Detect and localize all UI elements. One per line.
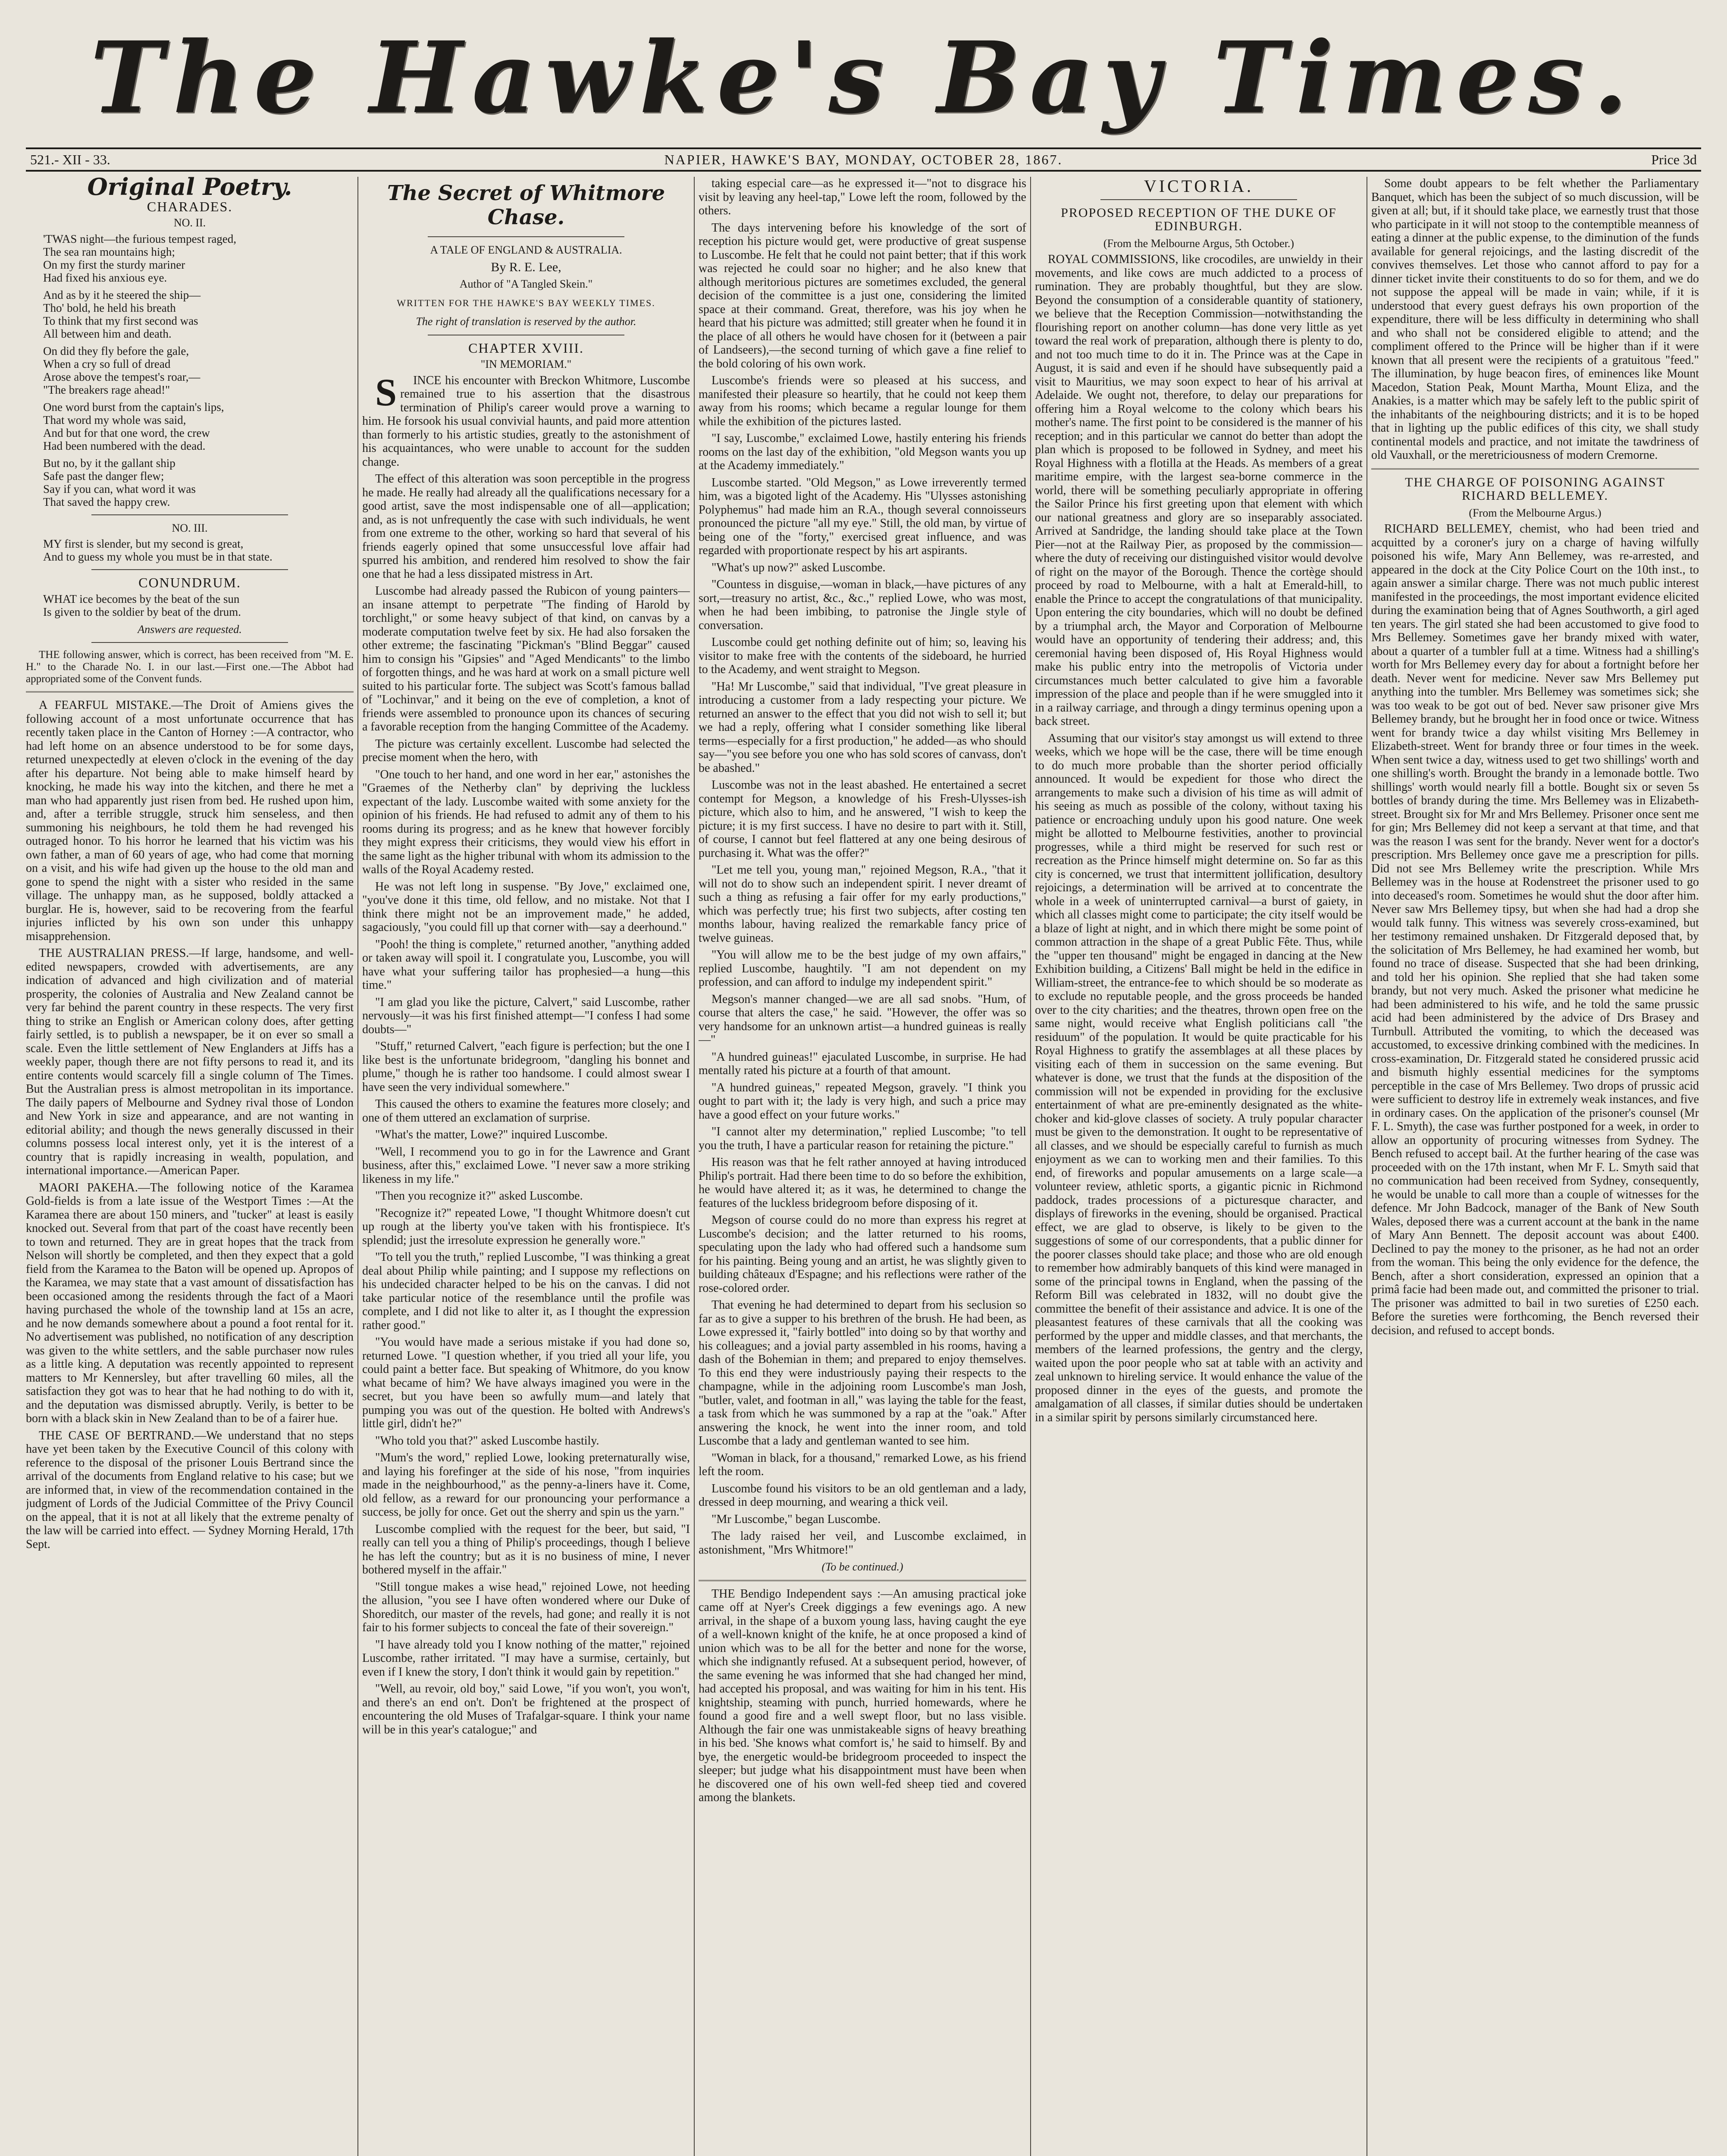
- story-paragraph: "I have already told you I know nothing of the matter," rejoined Luscombe, rather irritated. "I may have a surmise, certainly, but even if I knew the story, I don't think it would gain by repetition.": [362, 1638, 690, 1679]
- verse: One word burst from the captain's lips, That word my whole was said, And but for that one word, the crew Had been numbered with the dead.: [43, 400, 224, 452]
- separator: [91, 569, 288, 570]
- article-source: (From the Melbourne Argus.): [1469, 506, 1602, 519]
- masthead: [26, 13, 1701, 147]
- separator: [26, 691, 354, 693]
- answers-note: Answers are requested.: [138, 623, 242, 636]
- chapter-heading: CHAPTER XVIII.: [468, 340, 584, 356]
- separator: [1100, 199, 1297, 200]
- story-paragraph: "A hundred guineas," repeated Megson, gravely. "I think you ought to part with it; the lady is very high, and such a price may have a good effect on your future works.": [699, 1081, 1026, 1122]
- story-paragraph: "Let me tell you, young man," rejoined Megson, R.A., "that it will not do to show such an independent spirit. I never dreamt of such a thing as refusing a fair offer for my early productions," which was perfectly true; his first two subjects, after costing ten months labour, having realized the remarkable fancy price of twelve guineas.: [699, 863, 1026, 945]
- column-3: [699, 177, 1026, 2156]
- story-paragraph: "Mr Luscombe," began Luscombe.: [711, 1512, 881, 1526]
- dateline: NAPIER, HAWKE'S BAY, MONDAY, OCTOBER 28, 1867.: [664, 152, 1063, 167]
- written-for-notice: WRITTEN FOR THE HAWKE'S BAY WEEKLY TIMES.: [397, 297, 655, 308]
- story-paragraph: The lady raised her veil, and Luscombe exclaimed, in astonishment, "Mrs Whitmore!": [699, 1529, 1026, 1557]
- story-paragraph: Megson's manner changed—we are all sad snobs. "Hum, of course that alters the case," he said. "However, the offer was so very handsome for an unknown artist—a hundred guineas is really—": [699, 992, 1026, 1047]
- column-5: [1371, 177, 1699, 2156]
- article-subheading: PROPOSED RECEPTION OF THE DUKE OF EDINBURGH.: [1061, 205, 1337, 233]
- article-paragraph: THE AUSTRALIAN PRESS.—If large, handsome, and well-edited newspapers, crowded with advertisements, are any indication of advanced and high civilization and of material prosperity, the colonies of Australia and New Zealand cannot be very far behind the parent country in these respects. The very first thing to strike an English or American colony does, after getting fairly settled, is to publish a newspaper, be it on ever so small a scale. Even the little settlement of New Englanders at Jiffs has a weekly paper, though there are not fifty persons to read it, and its entire contents would scarcely fill a single column of The Times. But the Australian press is almost metropolitan in its importance. The daily papers of Melbourne and Sydney rival those of London and New York in size and appearance, and are not wanting in editorial ability; and though the news generally discussed in their columns possess local interest only, yet it is the interest of a country that is rapidly increasing in wealth, population, and international importance.—American Paper.: [26, 946, 354, 1177]
- article-paragraph: ROYAL COMMISSIONS, like crocodiles, are unwieldy in their movements, and like cows are much addicted to a process of rumination. They are probably thoughtful, but they are slow. Beyond the consumption of a considerable quantity of stationery, we believe that the Reception Commission—notwithstanding the flourishing report on another column—has done very little as yet toward the real work of preparation, although there is plenty to do, and not too much time to do it in. The Prince was at the Cape in August, it is said and even if he should have subsequently paid a visit to Mauritius, we may soon expect to hear of his arrival at Adelaide. We ought not, therefore, to delay our preparations for offering him a Royal welcome to the colony which bears his mother's name. The first point to be considered is the manner of his reception; and in this particular we cannot do better than adopt the plan which is proposed to be followed in Sydney, and meet his Royal Highness with a flotilla at the Heads. As members of a great maritime empire, with the largest sea-borne commerce in the world, there will be something peculiarly appropriate in offering the Sailor Prince his first greeting upon that element with which our national greatness and glory are so inseparably associated. Arrived at Sandridge, the landing should take place at the Town Pier—not at the Railway Pier, as proposed by the commission—where the duty of receiving our distinguished visitor would devolve of right on the mayor of the Borough. Thence the cortège should proceed by road to Melbourne, with a halt at Emerald-hill, to enable the Prince to accept the congratulations of that municipality. Upon entering the city boundaries, which will no doubt be defined by a triumphal arch, the Mayor and Corporation of Melbourne would have an opportunity of tendering their address; and, this ceremonial having been disposed of, His Royal Highness would make his public entry into the metropolis of Victoria under circumstances much better calculated to give him a favorable impression of the place and people than if he were smuggled into it in a railway carriage, and through a dingy terminus opening upon a back street.: [1035, 253, 1363, 728]
- answer-paragraph: THE following answer, which is correct, has been received from "M. E. H." to the Charade No. I. in our last.—First one.—The Abbot had appropriated some of the Convent funds.: [26, 649, 354, 685]
- story-paragraph: Luscombe could get nothing definite out of him; so, leaving his visitor to make free with the contents of the sideboard, he hurried to the Academy, and went straight to Megson.: [699, 636, 1026, 676]
- story-paragraph: The picture was certainly excellent. Luscombe had selected the precise moment when the hero, with: [362, 737, 690, 764]
- story-paragraph: "I am glad you like the picture, Calvert," said Luscombe, rather nervously—it was his first finished attempt—"I confess I had some doubts—": [362, 995, 690, 1036]
- story-paragraph: "Countess in disguise,—woman in black,—have pictures of any sort,—treasury no artist, &c., &c.," replied Lowe, who was most, when he had been imbibing, to patronise the Jingle style of conversation.: [699, 578, 1026, 632]
- article-paragraph: THE CASE OF BERTRAND.—We understand that no steps have yet been taken by the Executive Council of this colony with reference to the disposal of the prisoner Louis Bertrand since the arrival of the documents from England relative to his case; but we are informed that, in view of the recommendation contained in the judgment of Lords of the Judicial Committee of the Privy Council on the appeal, that it is not at all likely that the extreme penalty of the law will be carried into effect. — Sydney Morning Herald, 17th Sept.: [26, 1429, 354, 1551]
- story-paragraph: This caused the others to examine the features more closely; and one of them uttered an exclamation of surprise.: [362, 1097, 690, 1125]
- story-paragraph: "Stuff," returned Calvert, "each figure is perfection; but the one I like best is the unfortunate bridegroom, "dangling his bonnet and plume," though he is rather too handsome. I could almost swear I have seen the very individual somewhere.": [362, 1040, 690, 1094]
- verse: And as by it he steered the ship— Tho' bold, he held his breath To think that my first second was All between him and death.: [43, 288, 201, 340]
- story-paragraph: He was not left long in suspense. "By Jove," exclaimed one, "you've done it this time, old fellow, and no mistake. Not that I think there might not be an improvement made," he added, sagaciously, "you could fill up that corner with—say a deerhound.": [362, 880, 690, 934]
- dateline-bar: [26, 147, 1701, 172]
- byline: By R. E. Lee,: [491, 260, 561, 274]
- story-paragraph: Luscombe was not in the least abashed. He entertained a secret contempt for Megson, a knowledge of his Fresh-Ulysses-ish picture, which also to him, and he answered, "I wish to keep the picture; it is my first success. I have no desire to part with it. Still, of course, I cannot but feel flattered at any one being desirous of purchasing it. What was the offer?": [699, 778, 1026, 860]
- article-paragraph: THE Bendigo Independent says :—An amusing practical joke came off at Nyer's Creek diggings a few evenings ago. A new arrival, in the shape of a buxom young lass, having caught the eye of a well-known knight of the knife, he at once proposed a kind of union which was to be all for the better and none for the worse, which she indignantly refused. At a subsequent period, however, of the same evening he was informed that she had changed her mind, had accepted his proposal, and was waiting for him in his tent. His knightship, steaming with punch, hurried homewards, where he found a good fire and a well swept floor, but no lass visible. Although the fair one was unmistakeable signs of heavy breathing in his bed. 'She knows what comfort is,' he said to himself. By and bye, the energetic would-be bridegroom proceeded to inspect the sleeper; but judge what his disappointment must have been when he discovered one of his own well-fed sheep tied and covered among the blankets.: [699, 1587, 1026, 1804]
- article-heading-poisoning: THE CHARGE OF POISONING AGAINST RICHARD BELLEMEY.: [1405, 475, 1665, 503]
- separator: [91, 642, 288, 643]
- story-paragraph: "To tell you the truth," replied Luscombe, "I was thinking a great deal about Philip while painting; and I suppose my reflections on his undecided character helped to be his on the canvas. I did not take particular notice of the resemblance until the profile was complete, and I did not like to alter it, as I thought the expression rather good.": [362, 1250, 690, 1332]
- separator: [1371, 468, 1699, 470]
- charade-number: NO. II.: [173, 216, 206, 229]
- charades-heading: CHARADES.: [147, 198, 233, 214]
- story-paragraph: "One touch to her hand, and one word in her ear," astonishes the "Graemes of the Netherby clan" by depriving the luckless expectant of the lady. Luscombe waited with some anxiety for the opinion of his friends. He had refused to admit any of them to his rooms during its progress; and as he knew that however forcibly they might express their criticisms, they would view his effort in the same light as the higher tribunal with whom its admission to the walls of the Royal Academy rested.: [362, 768, 690, 876]
- article-paragraph: Assuming that our visitor's stay amongst us will extend to three weeks, which we hope will be the case, there will be time enough to do much more probable than the shorter period officially announced. It would be expedient for those who direct the arrangements to make such a division of his time as will admit of his seeing as much as possible of the colony, without taxing his patience or encroaching unduly upon his good nature. One week might be allotted to Melbourne festivities, another to provincial progresses, while a third might be reserved for such rest or recreation as the Prince himself might determine on. So far as this city is concerned, we trust that intermittent jollification, desultory rejoicings, a determination will be arrived at to concentrate the whole in a week of uninterrupted carnival—a burst of gaiety, in which all classes might come to participate; the city itself would be a blaze of light at night, and in which there might be some point of common attraction in the shape of a great Public Fête. Thus, while the "upper ten thousand" might be engaged in dancing at the New Exhibition building, a Citizens' Ball might be held in the edifice in William-street, the entrance-fee to which should be so moderate as to exclude no reputable people, and the gross proceeds be handed over to the city charities; and the theatres, thrown open free on the same night, would receive what English politicians call "the residuum" of the population. It would be quite practicable for his Royal Highness to gratify the assemblages at all these places by visiting each of them in succession on the same evening. But whatever is done, we trust that the funds at the disposition of the commission will not be expended in providing for the exclusive entertainment of what are pre-eminently designated as the white-choker and kid-glove classes of society. A truly popular character must be given to the demonstration. It ought to be representative of all classes, and we should be especially careful to furnish as much enjoyment as we can to working men and their families. To this end, of fireworks and popular amusements on a large scale—a volunteer review, athletic sports, a gigantic picnic in Richmond paddock, trades processions of a picturesque character, and displays of fireworks in the evening, should be organised. Practical effect, we are glad to observe, is likely to be given to the suggestions of some of our correspondents, that a public dinner for the poorer classes should take place; and those who are old enough to remember how admirably banquets of this kind were managed in some of the principal towns in England, when the passing of the Reform Bill was celebrated in 1832, will no doubt give the committee the benefit of their assistance and advice. It is one of the pleasantest features of these carnivals that all the cooking was performed by the upper and middle classes, and that merchants, the members of the learned professions, the gentry and the clergy, waited upon the poor people who sat at table with an activity and zeal unknown to hireling service. It would enhance the value of the proposed dinner in the eyes of the guests, and promote the amalgamation of all classes, if similar duties should be undertaken in a similar spirit by persons similarly circumstanced here.: [1035, 731, 1363, 1424]
- issue-number: 521.- XII - 33.: [30, 152, 110, 167]
- story-paragraph: "Ha! Mr Luscombe," said that individual, "I've great pleasure in introducing a customer from a lady respecting your picture. We returned an answer to the effect that you did not wish to sell it; but we had a reply, offering what I consider something like liberal terms—especially for a first production," he added—as who should say—"you see before you one who has sold scores of canvass, don't be abashed.": [699, 680, 1026, 775]
- story-paragraph: Luscombe started. "Old Megson," as Lowe irreverently termed him, was a bigoted light of the Academy. His "Ulysses astonishing Polyphemus" had made him an R.A., though several connoisseurs pronounced the picture "all my eye." Still, the old man, by virtue of being one of the "forty," exercised great influence, and was regarded with proportionate respect by his art aspirants.: [699, 476, 1026, 557]
- article-heading-victoria: VICTORIA.: [1144, 177, 1254, 196]
- article-paragraph: Some doubt appears to be felt whether the Parliamentary Banquet, which has been the subject of so much discussion, will be given at all; but, if it should take place, we earnestly trust that those who participate in it will not stoop to the contemptible meanness of eating a dinner at the public expense, to the diminution of the funds available for general rejoicings, and the lasting discredit of the convives themselves. Let those who cannot afford to pay for a dinner ticket invite their constituents to do so for them, and we do not suppose the appeal will be made in vain; while, if it is understood that every guest defrays his own proportion of the expenditure, there will be less difficulty in determining who shall and who shall not be considered eligible to attend; and the compliment offered to the Prince will be higher than if it were known that all present were the recipients of a gratuitous "feed." The illumination, by huge beacon fires, of eminences like Mount Macedon, Station Peak, Mount Martha, Mount Eliza, and the Anakies, is a matter which may be safely left to the public spirit of the inhabitants of the neighbouring districts; and it is to be hoped that in lighting up the public edifices of this city, we shall study continental models and practice, and not imitate the tawdriness of old Vauxhall, or the meretriciousness of modern Cremorne.: [1371, 177, 1699, 462]
- verse: 'TWAS night—the furious tempest raged, The sea ran mountains high; On my first the sturdy mariner Had fixed his anxious eye.: [43, 232, 237, 284]
- column-rule: [694, 177, 695, 2156]
- story-paragraph: Luscombe complied with the request for the beer, but said, "I really can tell you a thing of Philip's proceedings, though I believe he has left the country; but as it is no business of mine, I never bothered myself in the affair.": [362, 1522, 690, 1576]
- column-rule: [1030, 177, 1031, 2156]
- to-be-continued: (To be continued.): [821, 1561, 903, 1573]
- verse: MY first is slender, but my second is great, And to guess my whole you must be in that state.: [43, 537, 273, 563]
- column-1: [26, 177, 354, 2156]
- story-paragraph: "Woman in black, for a thousand," remarked Lowe, as his friend left the room.: [699, 1451, 1026, 1478]
- story-paragraph: "Still tongue makes a wise head," rejoined Lowe, not heeding the allusion, "you see I have often wondered where our Duke of Shoreditch, our master of the revels, had gone; and really it is not fair to his former subjects to conceal the fate of their sovereign.": [362, 1580, 690, 1634]
- article-paragraph: MAORI PAKEHA.—The following notice of the Karamea Gold-fields is from a late issue of the Westport Times :—At the Karamea there are about 150 miners, and "tucker" at least is easily knocked out. Several from that part of the coast have recently been to town and returned. They are in great hopes that the track from Nelson will shortly be completed, and then they expect that a gold field from the Karamea to the Baton will be opened up. Apropos of the Karamea, we may state that a vast amount of dissatisfaction has been occasioned among the residents through the fact of a Maori having purchased the whole of the township land at 15s an acre, and he now demands somewhere about a pound a foot rental for it. No advertisement was published, no notification of any description was given to the white settlers, and the sable purchaser now rules as a little king. A deputation was recently appointed to represent matters to Mr Kennersley, but after travelling 60 miles, all the satisfaction they got was to hear that he had nothing to do with it, and the deputation was dismissed abruptly. Verily, is better to be born with a black skin in New Zealand than to be of a fairer hue.: [26, 1181, 354, 1425]
- columns: [26, 177, 1701, 2156]
- column-2: [362, 177, 690, 2156]
- story-paragraph: taking especial care—as he expressed it—"not to disgrace his visit by leaving any heel-tap," Lowe left the room, followed by the others.: [699, 177, 1026, 217]
- verse: On did they fly before the gale, When a cry so full of dread Arose above the tempest's roar,— "The breakers rage ahead!": [43, 344, 201, 396]
- rights-notice: The right of translation is reserved by the author.: [416, 315, 636, 328]
- story-paragraph: The effect of this alteration was soon perceptible in the progress he made. He really had already all the qualifications necessary for a good artist, save the most indispensable one of all—application; and, as is not unfrequently the case with such individuals, he went from one extreme to the other, working so hard that several of his friends eagerly opined that some unsuccessful love affair had spurred his ambition, and rendered him resolved to show the fair one that he had a less dissipated mistress in Art.: [362, 472, 690, 581]
- column-4: [1035, 177, 1363, 2156]
- story-paragraph: Luscombe found his visitors to be an old gentleman and a lady, dressed in deep mourning, and wearing a thick veil.: [699, 1482, 1026, 1509]
- story-paragraph: "What's up now?" asked Luscombe.: [711, 561, 886, 574]
- story-subtitle: A TALE OF ENGLAND & AUSTRALIA.: [430, 244, 622, 256]
- verse: But no, by it the gallant ship Safe past the danger flew; Say if you can, what word it was That saved the happy crew.: [43, 456, 196, 508]
- story-paragraph: SINCE his encounter with Breckon Whitmore, Luscombe remained true to his assertion that the disastrous termination of Philip's career would prove a warning to him. He forsook his usual convivial haunts, and paid more attention than formerly to his artistic studies, greatly to the astonishment of his acquaintances, who were unable to account for the sudden change.: [362, 371, 690, 469]
- story-paragraph: His reason was that he felt rather annoyed at having introduced Philip's portrait. Had there been time to do so before the exhibition, he would have altered it; as it was, he determined to change the features of the luckless bridegroom before disposing of it.: [699, 1156, 1026, 1210]
- story-paragraph: "Pooh! the thing is complete," returned another, "anything added or taken away will spoil it. I congratulate you, Luscombe, you will have what your suffering tailor has prophesied—a hung—this time.": [362, 937, 690, 992]
- masthead-title: The Hawke's Bay Times.: [90, 20, 1637, 135]
- separator: [699, 1580, 1026, 1581]
- chapter-subheading: "IN MEMORIAM.": [480, 358, 572, 370]
- story-paragraph: "A hundred guineas!" ejaculated Luscombe, in surprise. He had mentally rated his picture at a fourth of that amount.: [699, 1050, 1026, 1077]
- story-paragraph: "Mum's the word," replied Lowe, looking preternaturally wise, and laying his forefinger at the side of his nose, "from inquiries made in the neighbourhood," as the penny-a-liners have it. Come, old fellow, as a reward for our pronouncing your performance a success, be jolly for once. Get out the sherry and spin us the yarn.": [362, 1451, 690, 1519]
- story-paragraph: "Who told you that?" asked Luscombe hastily.: [375, 1434, 599, 1448]
- story-paragraph: "Then you recognize it?" asked Luscombe.: [375, 1189, 583, 1203]
- story-paragraph: Luscombe had already passed the Rubicon of young painters—an insane attempt to perpetrate "The finding of Harold by torchlight," or some heavy subject of that kind, on canvas by a moderate computation twelve feet by six. He had also forsaken the other extreme; the fascinating "Pickman's "Blind Beggar" caused him to consign his "Gipsies" and "Aged Mendicants" to the limbo of forgotten things, and he was hard at work on a small picture well suited to his particular forte. The subject was Scott's famous ballad of "Lochinvar," and it being on the eve of completion, a knot of friends were assembled to pronounce upon its chances of securing a favorable reception from the hanging Committee of the Academy.: [362, 584, 690, 733]
- story-paragraph: Megson of course could do no more than express his regret at Luscombe's decision; and the latter returned to his rooms, speculating upon the lady who had offered such a handsome sum for his painting. Being young and an artist, he was slightly given to building châteaux d'Espagne; and his reflections were rather of the rose-colored order.: [699, 1213, 1026, 1295]
- story-paragraph: Luscombe's friends were so pleased at his success, and manifested their pleasure so heartily, that he could not keep them away from his rooms; which became a regular lounge for them while the exhibition of the pictures lasted.: [699, 374, 1026, 428]
- story-paragraph: "Well, au revoir, old boy," said Lowe, "if you won't, you won't, and there's an end on't. Don't be frightened at the prospect of encountering the old Muses of Trafalgar-square. I think your name will be in this year's catalogue;" and: [362, 1682, 690, 1736]
- conundrum-heading: CONUNDRUM.: [138, 575, 241, 590]
- story-paragraph: "I say, Luscombe," exclaimed Lowe, hastily entering his friends rooms on the last day of the exhibition, "old Megson wants you up at the Academy immediately.": [699, 432, 1026, 472]
- author-note: Author of "A Tangled Skein.": [459, 278, 593, 290]
- separator: [91, 514, 288, 515]
- story-paragraph: That evening he had determined to depart from his seclusion so far as to give a supper to his brethren of the brush. He had been, as Lowe expressed it, "fairly bottled" into doing so by that worthy and his colleagues; and a jovial party assembled in his rooms, having a dash of the Bohemian in them; and prepared to enjoy themselves. To this end they were industriously paying their respects to the champagne, while in the adjoining room Luscombe's man Josh, "butler, valet, and footman in all," was laying the table for the feast, a task from which he was summoned by a rap at the "oak." After answering the knock, he went into the inner room, and told Luscombe that a lady and gentleman wanted to see him.: [699, 1298, 1026, 1448]
- story-title: The Secret of Whitmore Chase.: [387, 181, 665, 229]
- separator: [428, 236, 624, 237]
- charade-number: NO. III.: [172, 521, 208, 534]
- article-paragraph: A FEARFUL MISTAKE.—The Droit of Amiens gives the following account of a most unfortunate occurrence that has recently taken place in the Canton of Horney :—A contractor, who had left home on an absence understood to be for some days, returned unexpectedly at eleven o'clock in the evening of the day after his departure. Not being able to make himself heard by knocking, he made his way into the kitchen, and there he met a man who had apparently just risen from bed. He rushed upon him, and, after a terrible struggle, struck him senseless, and then summoning his neighbours, he told them he had revenged his outraged honor. To his horror he learned that his victim was his own father, a man of 60 years of age, who had come that morning on a visit, and his wife had given up the house to the old man and gone to spend the night with a sister who resided in the same village. The unhappy man, as he supposed, boldly attacked a burglar. He is, however, said to be recovering from the fearful injuries inflicted by his own son under this unhappy misapprehension.: [26, 699, 354, 943]
- story-paragraph: "I cannot alter my determination," replied Luscombe; "to tell you the truth, I have a particular reason for retaining the picture.": [699, 1125, 1026, 1152]
- story-paragraph: "You would have made a serious mistake if you had done so, returned Lowe. "I question whether, if you tried all your life, you could paint a better face. But speaking of Whitmore, do you know what became of him? We have always imagined you were in the secret, but you have been so awfully mum—and lately that pumping you was out of the question. He bolted with Andrews's little girl, didn't he?": [362, 1335, 690, 1430]
- article-paragraph: RICHARD BELLEMEY, chemist, who had been tried and acquitted by a coroner's jury on a charge of having wilfully poisoned his wife, Mary Ann Bellemey, was re-arrested, and appeared in the dock at the City Police Court on the 10th inst., to again answer a similar charge. There was not much public interest manifested in the proceedings, the most important evidence elicited during the examination being that of Agnes Southworth, a girl aged ten years. The girl stated she had been accustomed to give food to Mrs Bellemey. Sometimes gave her brandy mixed with water, about a quarter of a tumbler full at a time. Witness had a shilling's worth for Mrs Bellemey every day for about a fortnight before her death. Never went for medicine. Never saw Mrs Bellemey put anything into the tumbler. Mrs Bellemey was sometimes sick; she was too weak to be got out of bed. Never saw prisoner give Mrs Bellemey brandy, but he brought her in food once or twice. Witness went for brandy twice a day whilst visiting Mrs Bellemey in Elizabeth-street. Went for brandy three or four times in the week. When sent twice a day, witness used to get two shillings' worth and one shilling's worth. Brought the brandy in a lemonade bottle. Two shillings' worth would nearly fill a bottle. Bought six or seven 5s bottles of brandy during the time. Mrs Bellemey was in Elizabeth-street. Brought six for Mr and Mrs Bellemey. Prisoner once sent me for gin; Mrs Bellemey did not keep a servant at that time, and that was the reason I was sent for the brandy. Never went for a doctor's prescription. Mrs Bellemey once gave me a prescription for pills. Did not see Mrs Bellemey write the prescription. While Mrs Bellemey was in the house at Rodenstreet the prisoner used to go into deceased's room. Sometimes he would shut the door after him. Never saw Mrs Bellemey tipsy, but when she had had a drop she would talk funny. This witness was severely cross-examined, but her testimony remained unshaken. Dr Fitzgerald deposed that, by the solicitation of Mrs Bellemey, he had examined her womb, but found no trace of disease. Suspected that she had been drinking, and told her his opinion. She replied that she had taken some brandy, but not very much. Asked the prisoner what medicine he had been administered to his wife, and he told the same prussic acid had been administered by the advice of Drs Brasey and Turnbull. Attributed the vomiting, to which the deceased was accustomed, to excessive drinking combined with the medicines. In cross-examination, Dr. Fitzgerald stated he considered prussic acid and bismuth highly essential medicines for the symptoms perceptible in the case of Mrs Bellemey. Two drops of prussic acid were sufficient to destroy life in extremely weak instances, and five in ordinary cases. On the application of the prisoner's counsel (Mr F. L. Smyth), the case was further postponed for a week, in order to allow an opportunity of procuring witnesses from Sydney. The Bench refused to accept bail. At the further hearing of the case was proceeded with on the 17th instant, when Mr F. L. Smyth said that no communication had been received from Sydney, consequently, he would be unable to call more than a couple of witnesses for the defence. Mr John Badcock, manager of the Bank of New South Wales, deposed there was a current account at the bank in the name of Mary Ann Bennett. The deposit account was about £400. Declined to pay the money to the prisoner, as he had not an order from the woman. This being the only evidence for the defence, the Bench, after a short consideration, expressed an opinion that a primâ facie had been made out, and committed the prisoner to trial. The prisoner was admitted to bail in two sureties of £250 each. Before the sureties were forthcoming, the Bench reversed their decision, and refused to accept bonds.: [1371, 522, 1699, 1337]
- story-paragraph: "Recognize it?" repeated Lowe, "I thought Whitmore doesn't cut up rough at the liberty you've taken with his frontispiece. It's splendid; just the irresolute expression he generally wore.": [362, 1206, 690, 1247]
- story-paragraph: "You will allow me to be the best judge of my own affairs," replied Luscombe, haughtily. "I am not dependent on my profession, and can afford to indulge my independent spirit.": [699, 948, 1026, 989]
- story-paragraph: "What's the matter, Lowe?" inquired Luscombe.: [375, 1128, 608, 1141]
- column-rule: [357, 177, 358, 2156]
- article-source: (From the Melbourne Argus, 5th October.): [1103, 237, 1294, 250]
- story-paragraph: "Well, I recommend you to go in for the Lawrence and Grant business, after this," exclaimed Lowe. "I never saw a more striking likeness in my life.": [362, 1145, 690, 1186]
- story-paragraph: The days intervening before his knowledge of the sort of reception his picture would get, were productive of great suspense to Luscombe. He felt that he could not paint better; that if this work was rejected he could soar no higher; and he also knew that although meritorious pictures are sometimes excluded, the general decision of the committee is a just one, considering the limited space at their command. Great, therefore, was his joy when he heard that his picture was admitted; still greater when he found it in the place of all others he would have chosen for it (between a pair of Landseers),—the second turning of which gave a fine relief to the bold coloring of his own work.: [699, 221, 1026, 370]
- section-title-poetry: Original Poetry.: [87, 177, 292, 201]
- verse: WHAT ice becomes by the beat of the sun Is given to the soldier by beat of the drum.: [43, 592, 241, 618]
- price: Price 3d: [1651, 152, 1697, 167]
